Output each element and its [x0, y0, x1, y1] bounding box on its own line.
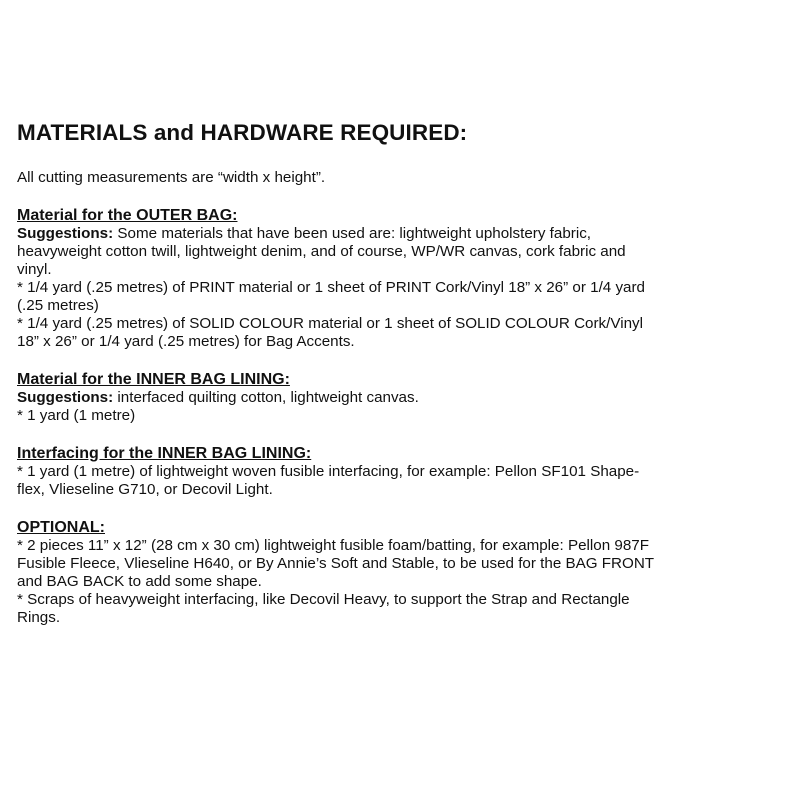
outer-suggestions-line: [17, 225, 787, 243]
interfacing-item-line-1: * 1 yard (1 metre) of lightweight woven fusible interfacing, for example: Pellon SF101 Shape-: [17, 463, 640, 480]
outer-bag-section: [17, 207, 787, 351]
optional-scraps-line-1: * Scraps of heavyweight interfacing, like Decovil Heavy, to support the Strap and Rectangle: [17, 591, 630, 608]
outer-bag-heading: Material for the OUTER BAG:: [17, 207, 238, 224]
interfacing-section: [17, 445, 787, 499]
lining-suggestions-label: Suggestions:: [17, 389, 114, 406]
lining-suggestions-line: [17, 389, 787, 407]
lining-section: [17, 371, 787, 425]
outer-item-print-line-1: * 1/4 yard (.25 metres) of PRINT material or 1 sheet of PRINT Cork/Vinyl 18” x 26” or 1/4 yard: [17, 279, 645, 296]
optional-foam-line-1: * 2 pieces 11” x 12” (28 cm x 30 cm) lightweight fusible foam/batting, for example: Pellon 987F: [17, 537, 649, 554]
interfacing-item-line-2: flex, Vlieseline G710, or Decovil Light.: [17, 481, 273, 498]
intro-text: All cutting measurements are “width x height”.: [17, 169, 326, 186]
outer-item-solid-line-2: 18” x 26” or 1/4 yard (.25 metres) for Bag Accents.: [17, 333, 355, 350]
optional-scraps-line-2: Rings.: [17, 609, 61, 626]
materials-list: [17, 118, 787, 647]
outer-item-print-line-2: (.25 metres): [17, 297, 99, 314]
outer-suggestions-label: Suggestions:: [17, 225, 114, 242]
outer-item-solid-line-1: * 1/4 yard (.25 metres) of SOLID COLOUR material or 1 sheet of SOLID COLOUR Cork/Vinyl: [17, 315, 643, 332]
outer-suggestions-text: Some materials that have been used are: lightweight upholstery fabric,: [113, 225, 592, 242]
lining-suggestions-text: interfaced quilting cotton, lightweight canvas.: [113, 389, 419, 406]
interfacing-heading: Interfacing for the INNER BAG LINING:: [17, 445, 312, 462]
optional-foam-line-3: and BAG BACK to add some shape.: [17, 573, 262, 590]
outer-suggestions-line-2: heavyweight cotton twill, lightweight denim, and of course, WP/WR canvas, cork fabric and: [17, 243, 626, 260]
outer-suggestions-line-3: vinyl.: [17, 261, 52, 278]
lining-heading: Material for the INNER BAG LINING:: [17, 371, 290, 388]
lining-item-yardage: * 1 yard (1 metre): [17, 407, 136, 424]
optional-section: [17, 519, 787, 627]
optional-foam-line-2: Fusible Fleece, Vlieseline H640, or By Annie’s Soft and Stable, to be used for the BAG FRONT: [17, 555, 655, 572]
document-title: MATERIALS and HARDWARE REQUIRED:: [17, 120, 468, 145]
optional-heading: OPTIONAL:: [17, 519, 105, 536]
